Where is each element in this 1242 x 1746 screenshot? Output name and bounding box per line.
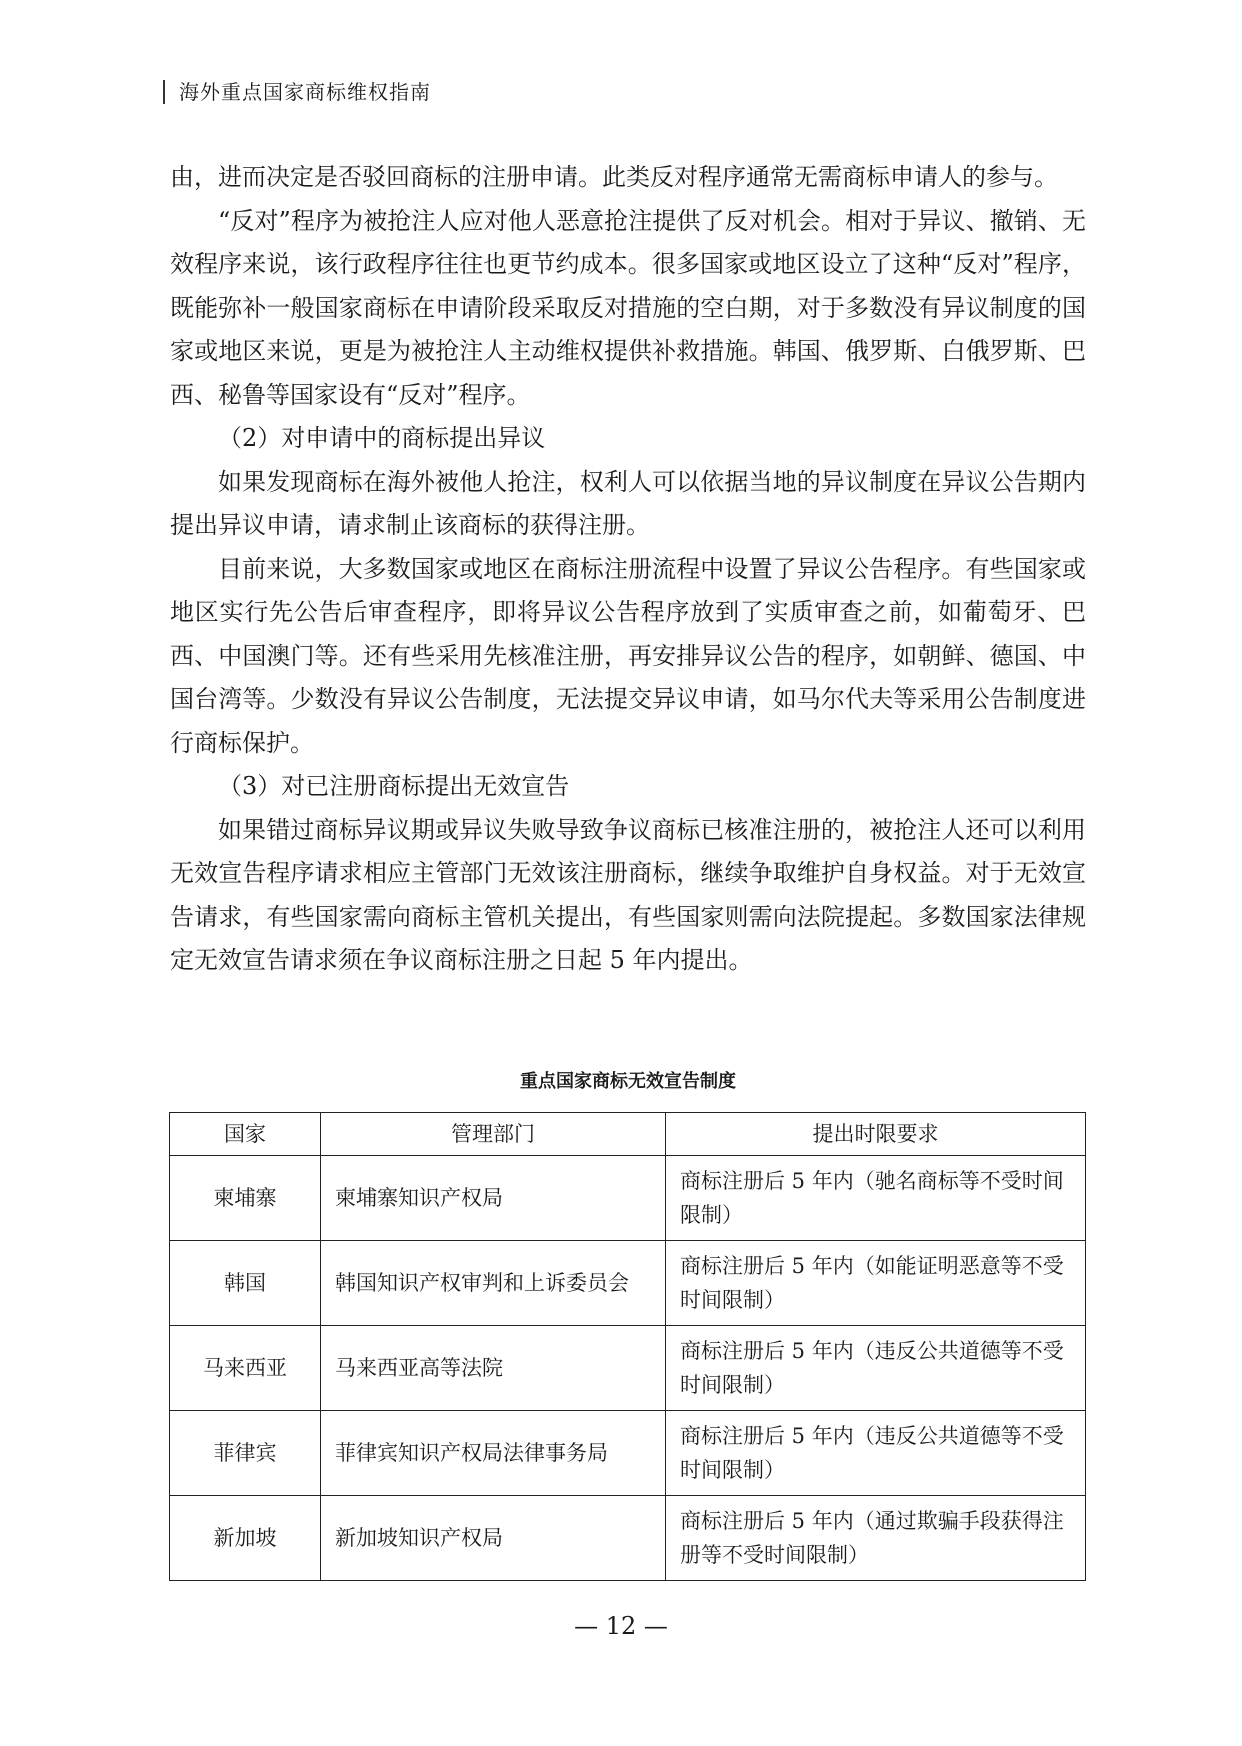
cell-time-limit: 商标注册后 5 年内（通过欺骗手段获得注册等不受时间限制） xyxy=(666,1496,1086,1581)
table-row xyxy=(170,1411,1086,1496)
cell-authority: 韩国知识产权审判和上诉委员会 xyxy=(321,1241,666,1326)
cell-authority: 马来西亚高等法院 xyxy=(321,1326,666,1411)
table-row xyxy=(170,1326,1086,1411)
section-heading: （3）对已注册商标提出无效宣告 xyxy=(218,772,570,800)
cell-country: 新加坡 xyxy=(170,1496,321,1581)
paragraph: “反对”程序为被抢注人应对他人恶意抢注提供了反对机会。相对于异议、撤销、无效程序来说，该行政程序往往也更节约成本。很多国家或地区设立了这种“反对”程序，既能弥补一般国家商标在申请阶段采取反对措施的空白期，对于多数没有异议制度的国家或地区来说，更是为被抢注人主动维权提供补救措施。韩国、俄罗斯、白俄罗斯、巴西、秘鲁等国家设有“反对”程序。 xyxy=(170,206,1086,409)
cell-country: 韩国 xyxy=(170,1241,321,1326)
table-title: 重点国家商标无效宣告制度 xyxy=(520,1071,736,1092)
cell-country: 菲律宾 xyxy=(170,1411,321,1496)
cell-authority: 新加坡知识产权局 xyxy=(321,1496,666,1581)
running-header: 海外重点国家商标维权指南 xyxy=(163,80,431,104)
cell-country: 马来西亚 xyxy=(170,1326,321,1411)
cell-authority: 菲律宾知识产权局法律事务局 xyxy=(321,1411,666,1496)
cell-time-limit: 商标注册后 5 年内（驰名商标等不受时间限制） xyxy=(666,1156,1086,1241)
paragraph: 目前来说，大多数国家或地区在商标注册流程中设置了异议公告程序。有些国家或地区实行先公告后审查程序，即将异议公告程序放到了实质审查之前，如葡萄牙、巴西、中国澳门等。还有些采用先核准注册，再安排异议公告的程序，如朝鲜、德国、中国台湾等。少数没有异议公告制度，无法提交异议申请，如马尔代夫等采用公告制度进行商标保护。 xyxy=(170,554,1086,757)
cell-time-limit: 商标注册后 5 年内（违反公共道德等不受时间限制） xyxy=(666,1326,1086,1411)
cell-time-limit: 商标注册后 5 年内（如能证明恶意等不受时间限制） xyxy=(666,1241,1086,1326)
header-authority: 管理部门 xyxy=(321,1113,666,1156)
header-time-limit: 提出时限要求 xyxy=(666,1113,1086,1156)
header-country: 国家 xyxy=(170,1113,321,1156)
cell-time-limit: 商标注册后 5 年内（违反公共道德等不受时间限制） xyxy=(666,1411,1086,1496)
table-row xyxy=(170,1156,1086,1241)
section-heading: （2）对申请中的商标提出异议 xyxy=(218,424,546,452)
body-text xyxy=(170,156,1086,983)
invalidation-table xyxy=(169,1112,1086,1581)
cell-authority: 柬埔寨知识产权局 xyxy=(321,1156,666,1241)
paragraph: 如果发现商标在海外被他人抢注，权利人可以依据当地的异议制度在异议公告期内提出异议申请，请求制止该商标的获得注册。 xyxy=(170,467,1086,539)
paragraph: 由，进而决定是否驳回商标的注册申请。此类反对程序通常无需商标申请人的参与。 xyxy=(170,163,1058,191)
page-number: — 12 — xyxy=(574,1612,668,1640)
cell-country: 柬埔寨 xyxy=(170,1156,321,1241)
table-row xyxy=(170,1241,1086,1326)
paragraph: 如果错过商标异议期或异议失败导致争议商标已核准注册的，被抢注人还可以利用无效宣告程序请求相应主管部门无效该注册商标，继续争取维护自身权益。对于无效宣告请求，有些国家需向商标主管机关提出，有些国家则需向法院提起。多数国家法律规定无效宣告请求须在争议商标注册之日起 5 年内提出。 xyxy=(170,815,1086,974)
table-row xyxy=(170,1496,1086,1581)
table-header-row xyxy=(170,1113,1086,1156)
